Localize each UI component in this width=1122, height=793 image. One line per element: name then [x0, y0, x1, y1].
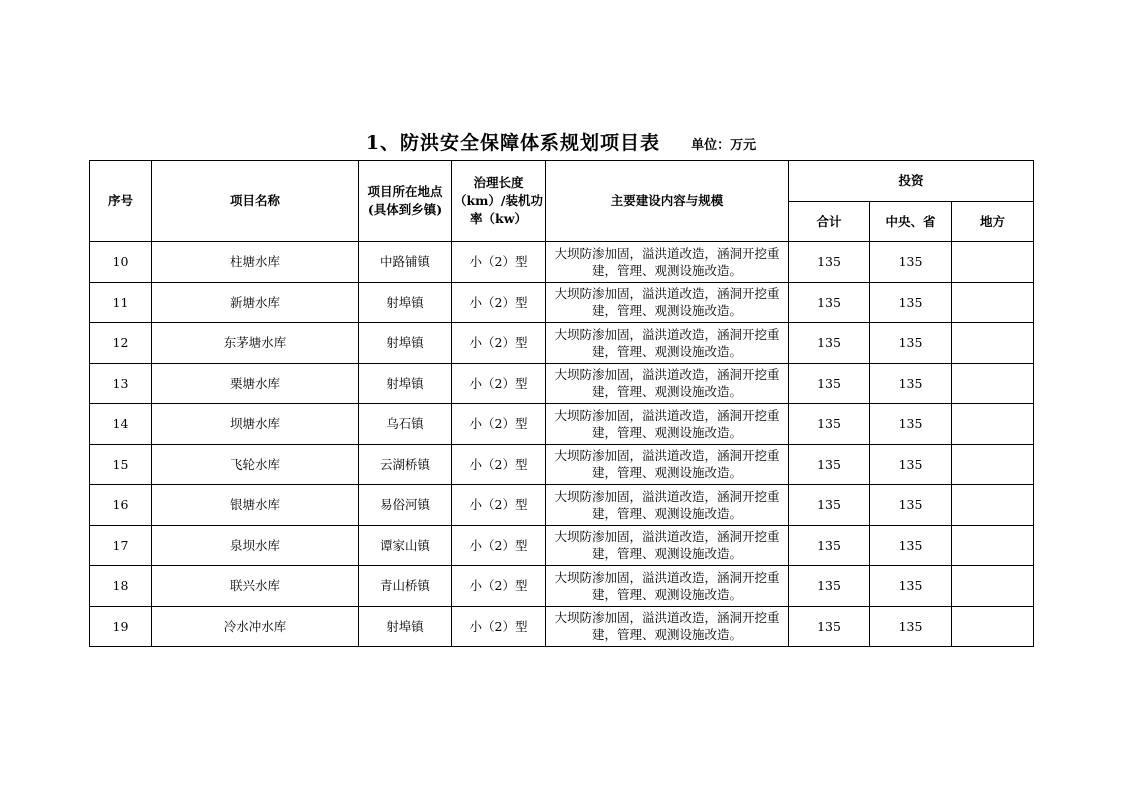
cell-type: 小（2）型 — [452, 525, 546, 566]
title-row — [0, 128, 1122, 155]
cell-central: 135 — [870, 363, 952, 404]
cell-local — [952, 606, 1034, 647]
cell-type: 小（2）型 — [452, 485, 546, 526]
page-title: 1、防洪安全保障体系规划项目表 — [365, 132, 661, 154]
cell-location: 谭家山镇 — [359, 525, 452, 566]
cell-central: 135 — [870, 323, 952, 364]
cell-total: 135 — [789, 323, 870, 364]
cell-location: 射埠镇 — [359, 282, 452, 323]
table-row — [90, 606, 1034, 647]
cell-type: 小（2）型 — [452, 242, 546, 283]
cell-central: 135 — [870, 282, 952, 323]
cell-central: 135 — [870, 485, 952, 526]
cell-content: 大坝防渗加固，溢洪道改造，涵洞开挖重建，管理、观测设施改造。 — [546, 525, 789, 566]
cell-location: 中路铺镇 — [359, 242, 452, 283]
cell-seq: 11 — [90, 282, 152, 323]
unit-label: 单位：万元 — [691, 138, 757, 153]
cell-total: 135 — [789, 566, 870, 607]
cell-local — [952, 566, 1034, 607]
cell-central: 135 — [870, 525, 952, 566]
cell-seq: 15 — [90, 444, 152, 485]
cell-local — [952, 525, 1034, 566]
cell-content: 大坝防渗加固，溢洪道改造，涵洞开挖重建，管理、观测设施改造。 — [546, 282, 789, 323]
cell-location: 云湖桥镇 — [359, 444, 452, 485]
table-row — [90, 566, 1034, 607]
cell-local — [952, 363, 1034, 404]
cell-name: 东茅塘水库 — [152, 323, 359, 364]
table-row — [90, 323, 1034, 364]
header-seq: 序号 — [90, 161, 152, 242]
header-row-1 — [90, 161, 1034, 202]
cell-type: 小（2）型 — [452, 566, 546, 607]
cell-total: 135 — [789, 242, 870, 283]
cell-type: 小（2）型 — [452, 282, 546, 323]
cell-location: 射埠镇 — [359, 323, 452, 364]
cell-name: 坝塘水库 — [152, 404, 359, 445]
cell-total: 135 — [789, 485, 870, 526]
cell-total: 135 — [789, 444, 870, 485]
cell-local — [952, 485, 1034, 526]
cell-seq: 19 — [90, 606, 152, 647]
cell-type: 小（2）型 — [452, 404, 546, 445]
cell-content: 大坝防渗加固，溢洪道改造，涵洞开挖重建，管理、观测设施改造。 — [546, 404, 789, 445]
header-content: 主要建设内容与规模 — [546, 161, 789, 242]
cell-location: 青山桥镇 — [359, 566, 452, 607]
cell-location: 射埠镇 — [359, 606, 452, 647]
header-name: 项目名称 — [152, 161, 359, 242]
cell-name: 冷水冲水库 — [152, 606, 359, 647]
cell-content: 大坝防渗加固，溢洪道改造，涵洞开挖重建，管理、观测设施改造。 — [546, 566, 789, 607]
cell-name: 新塘水库 — [152, 282, 359, 323]
cell-name: 银塘水库 — [152, 485, 359, 526]
cell-content: 大坝防渗加固，溢洪道改造，涵洞开挖重建，管理、观测设施改造。 — [546, 485, 789, 526]
cell-name: 栗塘水库 — [152, 363, 359, 404]
header-investment: 投资 — [789, 161, 1034, 202]
cell-local — [952, 444, 1034, 485]
cell-type: 小（2）型 — [452, 444, 546, 485]
cell-name: 飞轮水库 — [152, 444, 359, 485]
cell-seq: 13 — [90, 363, 152, 404]
cell-type: 小（2）型 — [452, 363, 546, 404]
cell-total: 135 — [789, 363, 870, 404]
cell-central: 135 — [870, 404, 952, 445]
cell-content: 大坝防渗加固，溢洪道改造，涵洞开挖重建，管理、观测设施改造。 — [546, 323, 789, 364]
cell-content: 大坝防渗加固，溢洪道改造，涵洞开挖重建，管理、观测设施改造。 — [546, 242, 789, 283]
table-row — [90, 525, 1034, 566]
cell-type: 小（2）型 — [452, 323, 546, 364]
cell-local — [952, 282, 1034, 323]
cell-seq: 12 — [90, 323, 152, 364]
cell-name: 柱塘水库 — [152, 242, 359, 283]
cell-seq: 17 — [90, 525, 152, 566]
cell-location: 乌石镇 — [359, 404, 452, 445]
table-row — [90, 282, 1034, 323]
cell-content: 大坝防渗加固，溢洪道改造，涵洞开挖重建，管理、观测设施改造。 — [546, 444, 789, 485]
header-location: 项目所在地点(具体到乡镇) — [359, 161, 452, 242]
cell-total: 135 — [789, 525, 870, 566]
cell-location: 射埠镇 — [359, 363, 452, 404]
project-table — [89, 160, 1034, 647]
cell-type: 小（2）型 — [452, 606, 546, 647]
cell-name: 联兴水库 — [152, 566, 359, 607]
header-length: 治理长度（km）/装机功率（kw） — [452, 161, 546, 242]
cell-content: 大坝防渗加固，溢洪道改造，涵洞开挖重建，管理、观测设施改造。 — [546, 606, 789, 647]
table-row — [90, 444, 1034, 485]
table-row — [90, 485, 1034, 526]
cell-total: 135 — [789, 282, 870, 323]
cell-seq: 14 — [90, 404, 152, 445]
header-central: 中央、省 — [870, 202, 952, 242]
cell-central: 135 — [870, 242, 952, 283]
cell-local — [952, 404, 1034, 445]
header-local: 地方 — [952, 202, 1034, 242]
table-row — [90, 404, 1034, 445]
table-row — [90, 363, 1034, 404]
cell-total: 135 — [789, 404, 870, 445]
cell-local — [952, 242, 1034, 283]
cell-location: 易俗河镇 — [359, 485, 452, 526]
cell-seq: 16 — [90, 485, 152, 526]
cell-seq: 18 — [90, 566, 152, 607]
cell-central: 135 — [870, 606, 952, 647]
table-row — [90, 242, 1034, 283]
cell-local — [952, 323, 1034, 364]
cell-content: 大坝防渗加固，溢洪道改造，涵洞开挖重建，管理、观测设施改造。 — [546, 363, 789, 404]
cell-seq: 10 — [90, 242, 152, 283]
cell-central: 135 — [870, 444, 952, 485]
cell-name: 泉坝水库 — [152, 525, 359, 566]
header-total: 合计 — [789, 202, 870, 242]
cell-total: 135 — [789, 606, 870, 647]
cell-central: 135 — [870, 566, 952, 607]
